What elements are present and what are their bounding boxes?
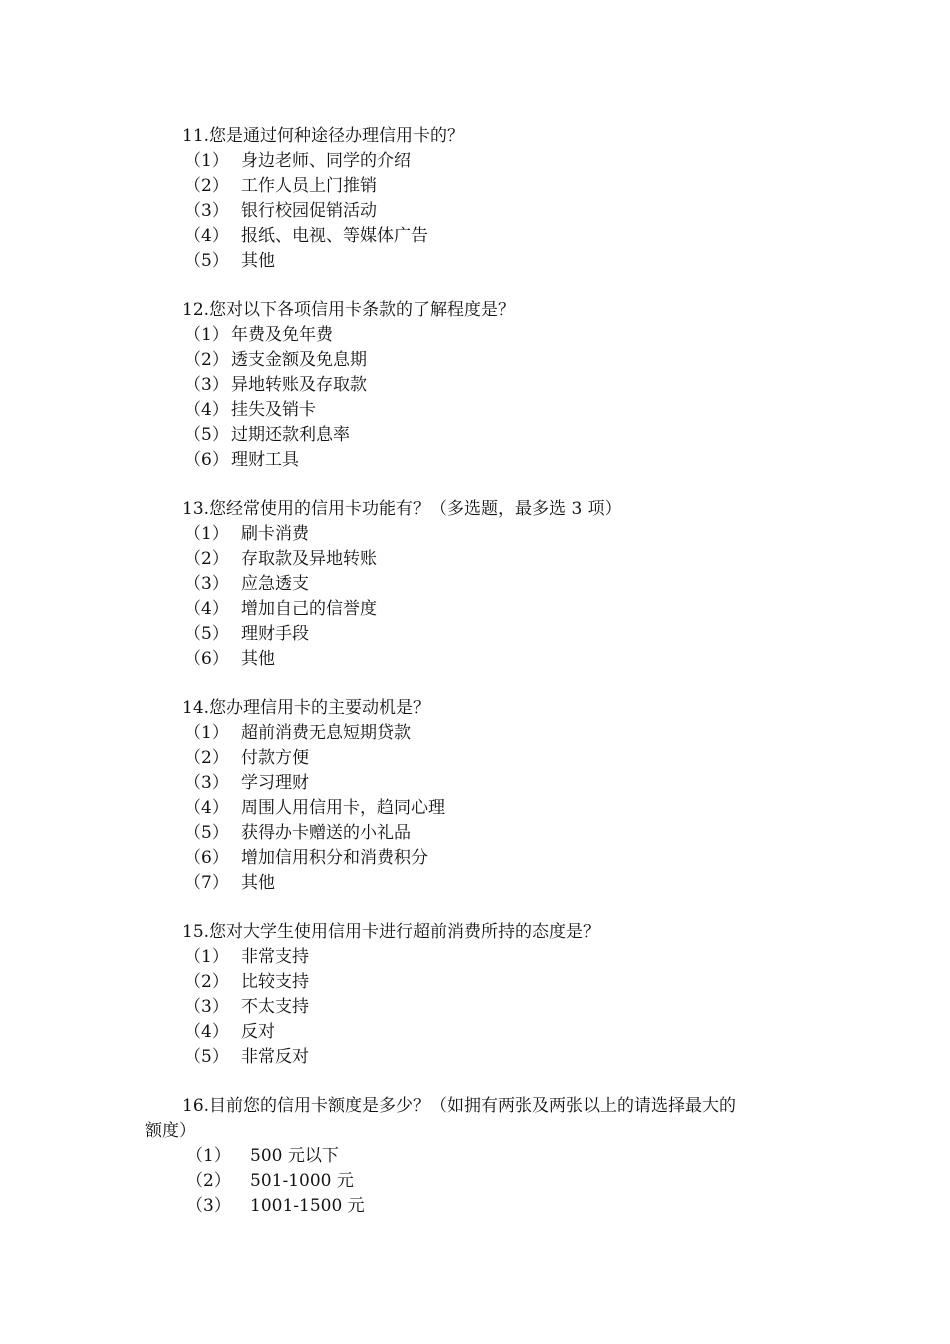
- option-item: [0, 522, 950, 547]
- option-text: 报纸、电视、等媒体广告: [241, 226, 428, 246]
- option-number: （3）: [184, 574, 229, 594]
- option-number: （5）: [184, 425, 229, 445]
- question-16: [0, 1094, 950, 1219]
- option-number: （4）: [184, 226, 229, 246]
- option-number: （3）: [184, 773, 229, 793]
- questionnaire: [0, 124, 950, 1219]
- option-item: [0, 1194, 950, 1219]
- option-number: （1）: [184, 947, 229, 967]
- option-text: 学习理财: [241, 773, 309, 793]
- option-number: （4）: [184, 599, 229, 619]
- option-number: （2）: [186, 1171, 231, 1191]
- option-item: [0, 547, 950, 572]
- option-text: 刷卡消费: [241, 524, 309, 544]
- option-number: （5）: [184, 251, 229, 271]
- option-number: （1）: [184, 524, 229, 544]
- option-number: （2）: [184, 350, 229, 370]
- option-text: 工作人员上门推销: [241, 176, 377, 196]
- question-title: 13.您经常使用的信用卡功能有？（多选题，最多选 3 项）: [182, 499, 622, 519]
- question-11: [0, 124, 950, 274]
- paragraph-gap: [0, 274, 950, 298]
- option-item: [0, 1020, 950, 1045]
- question-title-continued: 额度）: [145, 1121, 196, 1141]
- option-text: 存取款及异地转账: [241, 549, 377, 569]
- option-number: （4）: [184, 1022, 229, 1042]
- paragraph-gap: [0, 473, 950, 497]
- option-text: 透支金额及免息期: [231, 350, 367, 370]
- option-number: （2）: [184, 748, 229, 768]
- option-number: （5）: [184, 624, 229, 644]
- paragraph-gap: [0, 896, 950, 920]
- option-text: 身边老师、同学的介绍: [241, 151, 411, 171]
- question-13: [0, 497, 950, 672]
- option-text: 反对: [241, 1022, 275, 1042]
- option-text: 比较支持: [241, 972, 309, 992]
- option-text: 增加自己的信誉度: [241, 599, 377, 619]
- option-item: [0, 746, 950, 771]
- option-number: （4）: [184, 798, 229, 818]
- option-item: [0, 224, 950, 249]
- option-item: [0, 796, 950, 821]
- option-item: [0, 423, 950, 448]
- option-text: 超前消费无息短期贷款: [241, 723, 411, 743]
- question-title: 16.目前您的信用卡额度是多少？（如拥有两张及两张以上的请选择最大的: [182, 1096, 737, 1116]
- question-title: 14.您办理信用卡的主要动机是？: [182, 698, 431, 718]
- option-number: （5）: [184, 823, 229, 843]
- option-text: 增加信用积分和消费积分: [241, 848, 428, 868]
- paragraph-gap: [0, 1070, 950, 1094]
- option-text: 501-1000 元: [250, 1171, 354, 1191]
- option-text: 异地转账及存取款: [231, 375, 367, 395]
- option-text: 应急透支: [241, 574, 309, 594]
- option-number: （1）: [186, 1146, 231, 1166]
- option-text: 过期还款利息率: [231, 425, 350, 445]
- option-text: 不太支持: [241, 997, 309, 1017]
- option-item: [0, 771, 950, 796]
- option-number: （6）: [184, 649, 229, 669]
- option-item: [0, 821, 950, 846]
- option-item: [0, 323, 950, 348]
- question-14: [0, 696, 950, 896]
- option-number: （2）: [184, 176, 229, 196]
- option-item: [0, 249, 950, 274]
- option-number: （3）: [186, 1196, 231, 1216]
- option-text: 其他: [241, 649, 275, 669]
- option-number: （3）: [184, 201, 229, 221]
- option-text: 理财工具: [231, 450, 299, 470]
- option-text: 付款方便: [241, 748, 309, 768]
- option-number: （1）: [184, 325, 229, 345]
- option-item: [0, 448, 950, 473]
- option-text: 挂失及销卡: [231, 400, 316, 420]
- option-item: [0, 871, 950, 896]
- option-item: [0, 622, 950, 647]
- option-number: （6）: [184, 848, 229, 868]
- option-item: [0, 348, 950, 373]
- option-item: [0, 199, 950, 224]
- option-text: 非常反对: [241, 1047, 309, 1067]
- option-item: [0, 174, 950, 199]
- option-item: [0, 945, 950, 970]
- option-item: [0, 1169, 950, 1194]
- option-number: （3）: [184, 375, 229, 395]
- option-text: 非常支持: [241, 947, 309, 967]
- option-text: 获得办卡赠送的小礼品: [241, 823, 411, 843]
- option-item: [0, 1144, 950, 1169]
- option-text: 其他: [241, 873, 275, 893]
- option-number: （5）: [184, 1047, 229, 1067]
- option-item: [0, 398, 950, 423]
- option-item: [0, 721, 950, 746]
- option-number: （1）: [184, 151, 229, 171]
- option-number: （1）: [184, 723, 229, 743]
- option-item: [0, 647, 950, 672]
- option-item: [0, 597, 950, 622]
- option-item: [0, 373, 950, 398]
- option-number: （6）: [184, 450, 229, 470]
- option-text: 银行校园促销活动: [241, 201, 377, 221]
- option-item: [0, 970, 950, 995]
- option-item: [0, 149, 950, 174]
- option-number: （3）: [184, 997, 229, 1017]
- option-item: [0, 995, 950, 1020]
- option-item: [0, 846, 950, 871]
- paragraph-gap: [0, 672, 950, 696]
- question-title: 15.您对大学生使用信用卡进行超前消费所持的态度是？: [182, 922, 601, 942]
- option-text: 理财手段: [241, 624, 309, 644]
- question-title: 11.您是通过何种途径办理信用卡的？: [182, 126, 465, 146]
- option-text: 周围人用信用卡，趋同心理: [241, 798, 445, 818]
- option-item: [0, 1045, 950, 1070]
- option-text: 1001-1500 元: [250, 1196, 365, 1216]
- question-12: [0, 298, 950, 473]
- question-15: [0, 920, 950, 1070]
- option-number: （7）: [184, 873, 229, 893]
- option-item: [0, 572, 950, 597]
- option-text: 年费及免年费: [231, 325, 333, 345]
- option-text: 500 元以下: [250, 1146, 339, 1166]
- option-number: （2）: [184, 549, 229, 569]
- option-number: （4）: [184, 400, 229, 420]
- option-text: 其他: [241, 251, 275, 271]
- option-number: （2）: [184, 972, 229, 992]
- question-title: 12.您对以下各项信用卡条款的了解程度是？: [182, 300, 516, 320]
